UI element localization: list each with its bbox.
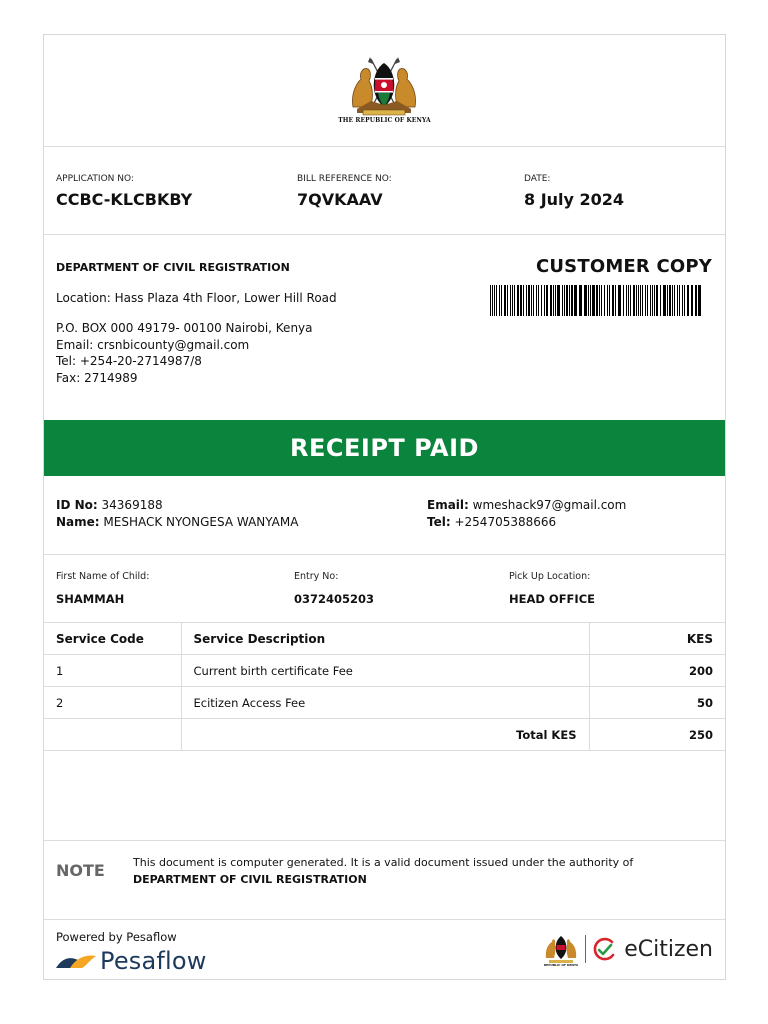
payer-name-value: MESHACK NYONGESA WANYAMA [103, 515, 299, 529]
application-no [56, 174, 192, 209]
header-crest-section [44, 35, 725, 146]
total-value: 250 [589, 719, 725, 751]
payer-name-label: Name: [56, 515, 100, 529]
date-value: 8 July 2024 [524, 190, 625, 209]
logo-divider [585, 935, 586, 963]
customer-copy-label: CUSTOMER COPY [535, 256, 712, 277]
department-title: DEPARTMENT OF CIVIL REGISTRATION [56, 261, 290, 274]
pesaflow-mark-icon [56, 952, 96, 970]
powered-by-text: Powered by Pesaflow [56, 930, 177, 944]
department-fax: Fax: 2714989 [56, 370, 138, 385]
reference-section [44, 146, 725, 234]
child-first-name [56, 571, 149, 606]
pickup-location-value: HEAD OFFICE [509, 592, 595, 606]
kenya-coat-of-arms-icon [349, 55, 419, 117]
payer-id-value: 34369188 [101, 498, 163, 512]
payer-section [44, 476, 725, 554]
payer-tel-value: +254705388666 [454, 515, 557, 529]
header-service-description: Service Description [181, 623, 589, 655]
ecitizen-mark-icon [592, 936, 618, 962]
ecitizen-logo [543, 932, 713, 966]
department-email: Email: crsnbicounty@gmail.com [56, 337, 250, 352]
payer-email-label: Email: [427, 498, 469, 512]
services-table [44, 622, 725, 751]
service-amount-cell: 200 [589, 655, 725, 687]
entry-no-label: Entry No: [294, 571, 339, 582]
table-total-row [44, 719, 725, 751]
empty-cell [44, 719, 181, 751]
department-contacts [56, 320, 313, 386]
payer-name [56, 515, 298, 529]
application-no-value: CCBC-KLCBKBY [56, 190, 193, 209]
entry-no-value: 0372405203 [294, 592, 375, 606]
pesaflow-logo [56, 948, 207, 974]
crest-caption: THE REPUBLIC OF KENYA [338, 117, 431, 124]
table-row [44, 655, 725, 687]
service-description-cell: Current birth certificate Fee [181, 655, 589, 687]
date-label: DATE: [524, 174, 551, 184]
child-section [44, 554, 725, 622]
barcode [490, 285, 702, 316]
header-kes: KES [589, 623, 725, 655]
department-po-box: P.O. BOX 000 49179- 00100 Nairobi, Kenya [56, 321, 313, 335]
footer-section [44, 919, 725, 980]
entry-no [294, 571, 374, 606]
bill-reference-value: 7QVKAAV [297, 190, 383, 209]
payer-id [56, 498, 163, 512]
department-tel: Tel: +254-20-2714987/8 [56, 354, 202, 368]
service-amount-cell: 50 [589, 687, 725, 719]
table-row [44, 687, 725, 719]
pesaflow-wordmark: Pesaflow [100, 947, 207, 975]
payer-tel [427, 515, 556, 529]
payer-email-value: wmeshack97@gmail.com [472, 498, 627, 512]
note-label: NOTE [56, 861, 105, 880]
date [524, 174, 624, 209]
pickup-location-label: Pick Up Location: [509, 571, 591, 582]
small-crest-caption: REPUBLIC OF KENYA [544, 963, 579, 966]
header-service-code: Service Code [44, 623, 181, 655]
note-section [44, 840, 725, 919]
total-label: Total KES [181, 719, 589, 751]
note-text [133, 854, 633, 888]
note-authority: DEPARTMENT OF CIVIL REGISTRATION [133, 873, 367, 886]
small-coat-of-arms-icon [543, 932, 579, 966]
ecitizen-wordmark: eCitizen [624, 936, 713, 962]
bill-reference-label: BILL REFERENCE NO: [297, 174, 392, 184]
child-first-name-label: First Name of Child: [56, 571, 150, 582]
receipt-paid-banner: RECEIPT PAID [44, 420, 725, 476]
service-code-cell: 1 [44, 655, 181, 687]
table-header-row [44, 623, 725, 655]
pickup-location [509, 571, 595, 606]
service-description-cell: Ecitizen Access Fee [181, 687, 589, 719]
application-no-label: APPLICATION NO: [56, 174, 134, 184]
receipt-document [43, 34, 726, 980]
service-code-cell: 2 [44, 687, 181, 719]
payer-id-label: ID No: [56, 498, 98, 512]
department-section [44, 234, 725, 420]
child-first-name-value: SHAMMAH [56, 592, 125, 606]
payer-email [427, 498, 626, 512]
bill-reference-no [297, 174, 392, 209]
payer-tel-label: Tel: [427, 515, 451, 529]
note-body: This document is computer generated. It is a valid document issued under the authority of [133, 856, 634, 869]
department-location: Location: Hass Plaza 4th Floor, Lower Hill Road [56, 291, 337, 305]
